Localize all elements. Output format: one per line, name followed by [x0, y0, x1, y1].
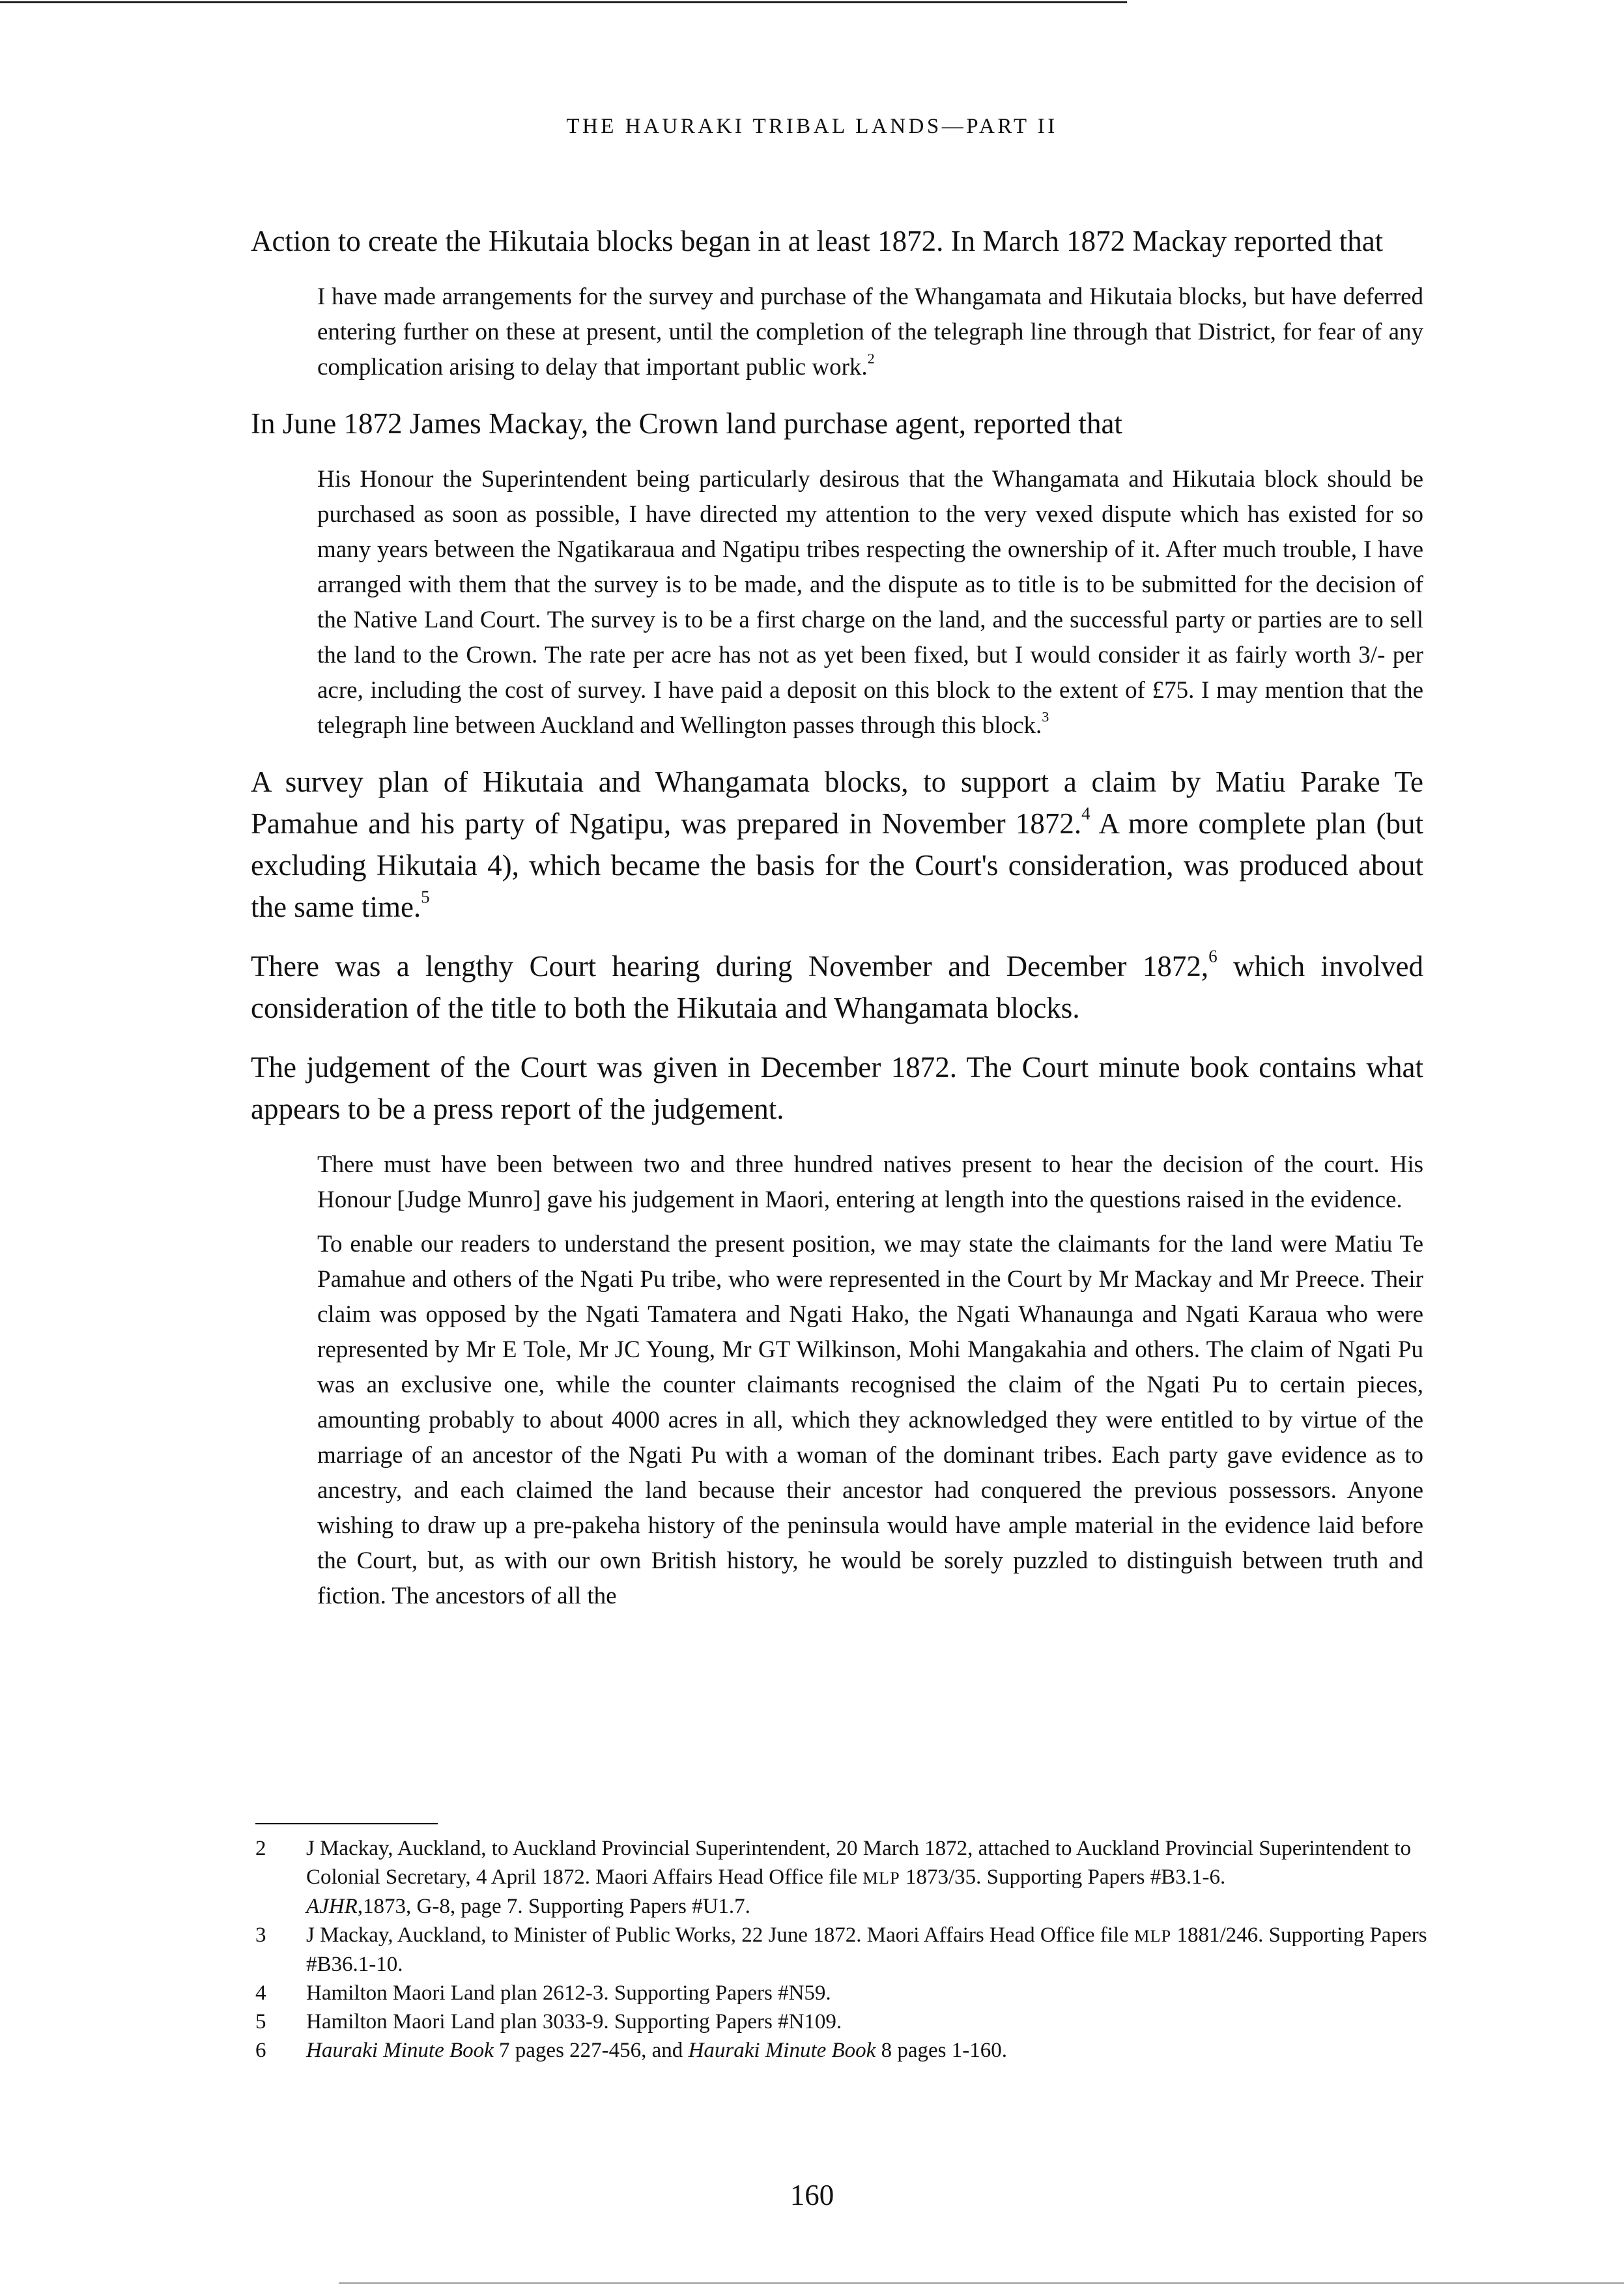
paragraph-2 — [251, 403, 1423, 444]
bottom-border-line — [339, 2282, 1624, 2284]
running-header: THE HAURAKI TRIBAL LANDS—PART II — [566, 115, 1058, 138]
paragraph-3 — [251, 761, 1423, 928]
footnote-3 — [255, 1921, 1480, 1979]
footnote-2-journal: AJHR — [306, 1895, 358, 1918]
block-quote-1-text: I have made arrangements for the survey and purchase of the Whangamata and Hikutaia blocks, but have deferred entering further on these at present, until the completion of the telegraph line through that District, for fear of any complication arising to delay that important public work. — [317, 283, 1423, 381]
footnote-6-text-2: 8 pages 1-160. — [876, 2039, 1007, 2062]
footnote-number: 3 — [255, 1923, 266, 1947]
page-number: 160 — [790, 2179, 834, 2211]
footnote-number: 4 — [255, 1981, 266, 2005]
footnote-2-file-prefix: MLP — [862, 1868, 900, 1888]
paragraph-4-text-b: which involved consideration of the title to both the Hikutaia and Whangamata blocks. — [251, 950, 1424, 1024]
paragraph-3-text-a: A survey plan of Hikutaia and Whangamata blocks, to support a claim by Matiu Parake Te Pamahue and his party of Ngatipu, was prepared in November 1872. — [251, 766, 1423, 840]
footnote-ref-5: 5 — [421, 887, 430, 907]
footnote-6 — [255, 2036, 1480, 2065]
paragraph-4 — [251, 945, 1423, 1029]
footnote-text: Hamilton Maori Land plan 3033-9. Supporting Papers #N109. — [306, 2010, 842, 2034]
block-quote-2 — [317, 462, 1423, 743]
paragraph-2-text: In June 1872 James Mackay, the Crown land purchase agent, reported that — [251, 407, 1122, 440]
footnote-3-text-a: J Mackay, Auckland, to Minister of Public Works, 22 June 1872. Maori Affairs Head Office file — [306, 1923, 1134, 1947]
footnote-6-text-1: 7 pages 227-456, and — [493, 2039, 689, 2062]
footnote-2-text-end: 1873/35. Supporting Papers #B3.1-6. — [900, 1865, 1226, 1889]
footnote-6-title-1: Hauraki Minute Book — [306, 2039, 494, 2062]
paragraph-5 — [251, 1046, 1423, 1130]
block-quote-1 — [317, 280, 1423, 385]
block-quote-4-text: To enable our readers to understand the present position, we may state the claimants for the land were Matiu Te Pamahue and others of the Ngati Pu tribe, who were represented in the Court by Mr Mackay and Mr Preece. Their claim was opposed by the Ngati Tamatera and Ngati Hako, the Ngati Whanaunga and Ngati Karaua who were represented by Mr E Tole, Mr JC Young, Mr GT Wilkinson, Mohi Mangakahia and others. The claim of Ngati Pu was an exclusive one, while the counter claimants recognised the claim of the Ngati Pu to certain pieces, amounting probably to about 4000 acres in all, which they acknowledged they were entitled to by virtue of the marriage of an ancestor of the Ngati Pu with a woman of the dominant tribes. Each party gave evidence as to ancestry, and each claimed the land because their ancestor had conquered the previous possessors. Anyone wishing to draw up a pre-pakeha history of the peninsula would have ample material in the evidence laid before the Court, but, as with our own British history, he would be sorely puzzled to distinguish between truth and fiction. The ancestors of all the — [317, 1231, 1423, 1609]
paragraph-5-text: The judgement of the Court was given in December 1872. The Court minute book contains what appears to be a press report of the judgement. — [251, 1051, 1423, 1125]
footnote-ref-4: 4 — [1081, 803, 1090, 824]
footnote-text — [306, 2036, 1480, 2065]
block-quote-3 — [317, 1147, 1423, 1218]
footnotes — [255, 1834, 1480, 2065]
footnote-rule — [255, 1823, 438, 1824]
paragraph-1-text: Action to create the Hikutaia blocks began in at least 1872. In March 1872 Mackay reported that — [251, 225, 1384, 257]
paragraph-3-text-b: A more complete plan (but excluding Hikutaia 4), which became the basis for the Court's consideration, was produced about the same time. — [251, 807, 1423, 923]
footnote-text — [306, 1834, 1480, 1921]
footnote-3-text-end: 1881/246. Supporting Papers #B36.1-10. — [306, 1923, 1427, 1976]
footnote-number: 2 — [255, 1837, 266, 1860]
top-border-line — [0, 1, 1127, 3]
footnote-text — [306, 1921, 1480, 1979]
block-quote-2-text: His Honour the Superintendent being particularly desirous that the Whangamata and Hikutaia block should be purchased as soon as possible, I have directed my attention to the very vexed dispute which has existed for so many years between the Ngatikaraua and Ngatipu tribes respecting the ownership of it. After much trouble, I have arranged with them that the survey is to be made, and the dispute as to title is to be submitted for the decision of the Native Land Court. The survey is to be a first charge on the land, and the successful party or parties are to sell the land to the Crown. The rate per acre has not as yet been fixed, but I would consider it as fairly worth 3/- per acre, including the cost of survey. I have paid a deposit on this block to the extent of £75. I may mention that the telegraph line between Auckland and Wellington passes through this block. — [317, 466, 1423, 739]
main-text — [251, 220, 1423, 1631]
paragraph-4-text-a: There was a lengthy Court hearing during November and December 1872, — [251, 950, 1209, 983]
footnote-number: 5 — [255, 2010, 266, 2034]
block-quote-4 — [317, 1227, 1423, 1614]
footnote-3-file-prefix: MLP — [1133, 1926, 1172, 1946]
footnote-2 — [255, 1834, 1480, 1921]
footnote-ref-2: 2 — [867, 350, 875, 367]
footnote-4 — [255, 1979, 1480, 2007]
block-quote-3-text: There must have been between two and three hundred natives present to hear the decision of the court. His Honour [Judge Munro] gave his judgement in Maori, entering at length into the questions raised in the evidence. — [317, 1151, 1423, 1213]
footnote-ref-3: 3 — [1042, 708, 1049, 725]
footnote-5 — [255, 2007, 1480, 2036]
paragraph-1 — [251, 220, 1423, 262]
footnote-2-text-b: ,1873, G-8, page 7. Supporting Papers #U1.7. — [357, 1895, 750, 1918]
footnote-6-title-2: Hauraki Minute Book — [688, 2039, 876, 2062]
footnote-2-text-a: J Mackay, Auckland, to Auckland Provincial Superintendent, 20 March 1872, attached to Auckland Provincial Superintendent to Colonial Secretary, 4 April 1872. Maori Affairs Head Office file — [306, 1837, 1412, 1889]
footnote-number: 6 — [255, 2039, 266, 2062]
footnote-text: Hamilton Maori Land plan 2612-3. Supporting Papers #N59. — [306, 1981, 831, 2005]
footnote-ref-6: 6 — [1208, 946, 1218, 966]
